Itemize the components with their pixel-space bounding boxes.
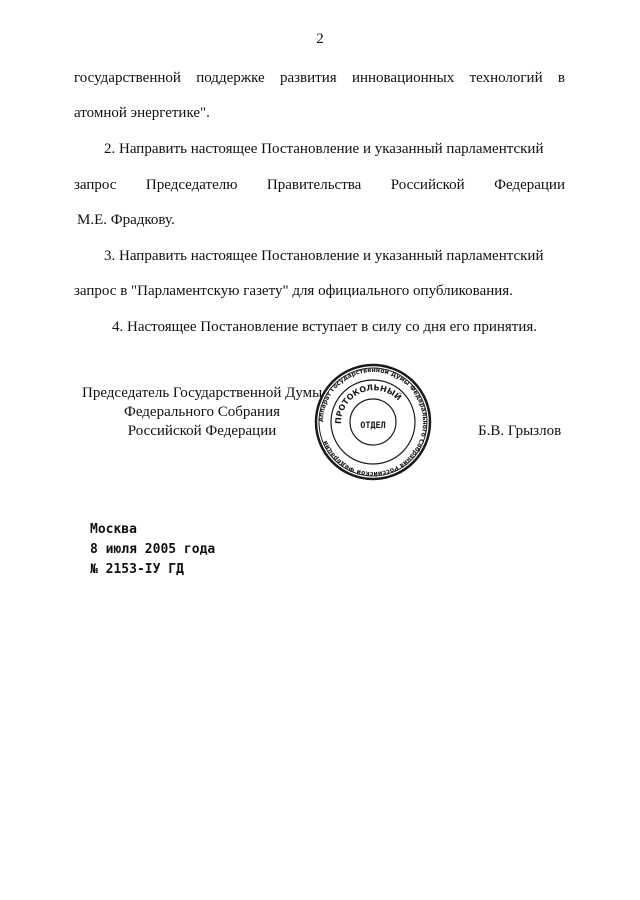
paragraph-3-line-2: запрос в "Парламентскую газету" для официального опубликования. bbox=[74, 283, 513, 299]
signatory-name: Б.В. Грызлов bbox=[478, 423, 562, 439]
signatory-title-line-2: Федерального Собрания bbox=[123, 404, 281, 420]
stamp-center-text: ОТДЕЛ bbox=[360, 421, 386, 431]
document-footer bbox=[90, 520, 215, 580]
signatory-title bbox=[82, 384, 322, 441]
stamp-inner-ring-text: ПРОТОКОЛЬНЫЙ bbox=[333, 383, 404, 425]
page-number: 2 bbox=[316, 31, 324, 47]
paragraph-2-line-1: 2. Направить настоящее Постановление и указанный парламентский bbox=[104, 141, 544, 157]
footer-city: Москва bbox=[90, 522, 137, 537]
paragraph-4-line-1: 4. Настоящее Постановление вступает в силу со дня его принятия. bbox=[112, 319, 538, 335]
paragraph-2-line-3: М.Е. Фрадкову. bbox=[77, 212, 175, 228]
paragraph-1-line-1: государственной поддержке развития инновационных технологий в bbox=[74, 70, 565, 86]
paragraph-3-line-1: 3. Направить настоящее Постановление и указанный парламентский bbox=[104, 248, 544, 264]
footer-number: № 2153-IУ ГД bbox=[90, 562, 184, 577]
official-seal-stamp bbox=[313, 362, 433, 482]
footer-date: 8 июля 2005 года bbox=[90, 542, 216, 557]
paragraph-2-line-2: запрос Председателю Правительства Российской Федерации bbox=[74, 177, 565, 193]
signatory-title-line-1: Председатель Государственной Думы bbox=[82, 385, 323, 401]
signatory-title-line-3: Российской Федерации bbox=[127, 423, 277, 439]
paragraph-1-line-2: атомной энергетике". bbox=[74, 105, 210, 121]
stamp-outer-ring-text: Аппарат Государственной Думы Федерального Собрания Российской Федерации bbox=[317, 366, 429, 478]
